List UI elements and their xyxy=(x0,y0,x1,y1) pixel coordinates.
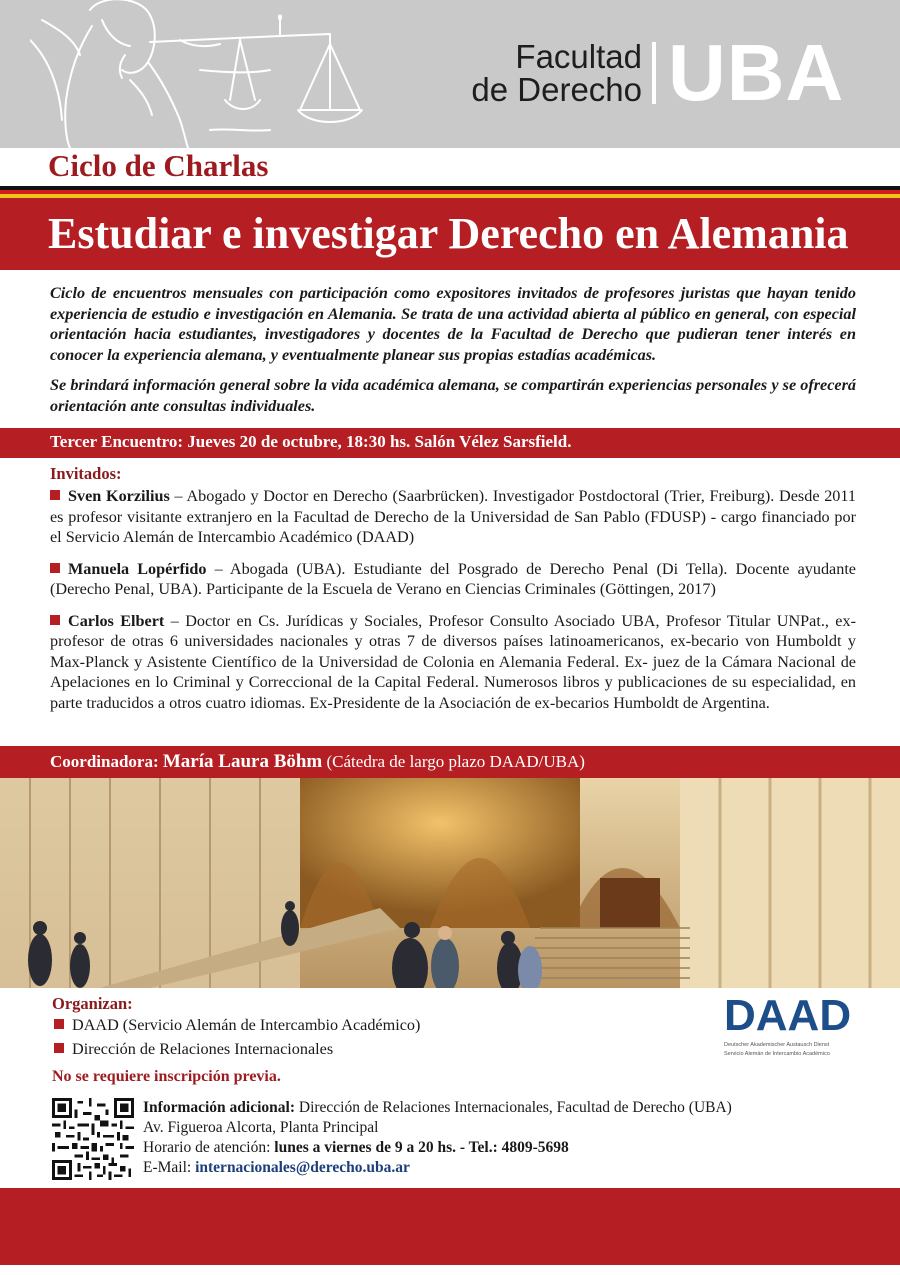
meeting-details: Tercer Encuentro: Jueves 20 de octubre, 18:30 hs. Salón Vélez Sarsfield. xyxy=(50,432,572,451)
justice-figure-illustration xyxy=(30,0,410,148)
footer-band xyxy=(0,1188,900,1265)
info-hours xyxy=(143,1138,843,1158)
guest-bio: – Abogada (UBA). Estudiante del Posgrado de Derecho Penal (Di Tella). Docente ayudante (Derecho Penal, UBA). Participante de la Escuela de Verano en Ciencias Criminales (Göttingen, 2017) xyxy=(50,559,856,598)
daad-logo-subtitle-2: Servicio Alemán de Intercambio Académico xyxy=(724,1051,830,1057)
daad-logo-subtitle-1: Deutscher Akademischer Austausch Dienst xyxy=(724,1042,830,1048)
coordinator-detail: (Cátedra de largo plazo DAAD/UBA) xyxy=(326,752,585,771)
coordinator-label: Coordinadora: xyxy=(50,752,159,771)
guest-item xyxy=(50,486,856,548)
email-link[interactable]: internacionales@derecho.uba.ar xyxy=(195,1159,410,1176)
intro-paragraph-2: Se brindará información general sobre la vida académica alemana, se compartirán experiencias personales y se ofrecerá orientación ante consultas individuales. xyxy=(50,376,856,415)
guest-bio: – Doctor en Cs. Jurídicas y Sociales, Profesor Consulto Asociado UBA, Profesor Titular UNPat., ex-profesor de otras 6 universidades nacionales y otras 7 de diversos países latinoamericanos, ex-becario von Humboldt y Max-Planck y Asistente Científico de la Universidad de Colonia en Alemania Federal. Ex- juez de la Cámara Nacional de Apelaciones en lo Criminal y Correccional de la Capital Federal. Numerosos libros y publicaciones de su especialidad, en parte traducidos a otros cuatro idiomas. Ex-Presidente de la Asociación de ex-becarios Humboldt de Argentina. xyxy=(50,611,856,712)
info-label: Información adicional: xyxy=(143,1099,295,1116)
info-department: Dirección de Relaciones Internacionales, Facultad de Derecho (UBA) xyxy=(298,1099,732,1116)
coordinator-name: María Laura Böhm xyxy=(162,751,323,772)
guest-name: Sven Korzilius xyxy=(68,487,170,505)
faculty-name-line1: Facultad xyxy=(515,38,642,75)
intro-paragraph-1: Ciclo de encuentros mensuales con participación como expositores invitados de profesores juristas que hayan tenido experiencia de estudio e investigación en Alemania. Se trata de una actividad abierta al público en general, con especial orientación hacia estudiantes, investigadores y docentes de la Facultad de Derecho que pudieran tener interés en conocer la experiencia alemana, y eventualmente planear sus propias estadías académicas. xyxy=(50,284,856,364)
info-hours-value: lunes a viernes de 9 a 20 hs. - Tel.: 4809-5698 xyxy=(274,1139,569,1156)
organizers-label: Organizan: xyxy=(52,994,133,1013)
bullet-square-icon xyxy=(50,563,60,573)
daad-logo xyxy=(724,992,864,1062)
qr-code-icon xyxy=(52,1098,134,1180)
library-interior-photo xyxy=(0,778,900,988)
series-title: Ciclo de Charlas xyxy=(48,148,269,183)
info-address: Av. Figueroa Alcorta, Planta Principal xyxy=(143,1119,379,1136)
bullet-square-icon xyxy=(54,1019,64,1029)
header-banner xyxy=(0,0,900,148)
bullet-square-icon xyxy=(50,490,60,500)
intro-text xyxy=(50,283,856,416)
coordinator-line xyxy=(50,751,585,773)
registration-note: No se requiere inscripción previa. xyxy=(52,1068,281,1085)
additional-info xyxy=(143,1098,843,1178)
guest-name: Manuela Lopérfido xyxy=(68,559,207,578)
bullet-square-icon xyxy=(50,615,60,625)
bullet-square-icon xyxy=(54,1043,64,1053)
guest-bio: – Abogado y Doctor en Derecho (Saarbrücken). Investigador Postdoctoral (Trier, Freiburg). Desde 2011 es profesor visitante extranjero en la Facultad de Derecho de la Universidad de San Pablo (FDUSP) - cargo financiado por el Servicio Alemán de Intercambio Académico (DAAD) xyxy=(50,487,856,546)
daad-logo-text: DAAD xyxy=(724,991,852,1040)
organizer-text: Dirección de Relaciones Internacionales xyxy=(72,1040,334,1058)
faculty-name-line2: de Derecho xyxy=(471,71,642,108)
header-divider xyxy=(652,42,656,104)
guest-item xyxy=(50,611,856,714)
faculty-name xyxy=(471,40,642,106)
info-hours-label: Horario de atención: xyxy=(143,1139,271,1156)
organizer-item xyxy=(54,1040,333,1059)
coordinator-band xyxy=(0,746,900,778)
meeting-band xyxy=(0,428,900,458)
organizer-item xyxy=(54,1016,420,1035)
uba-logo: UBA xyxy=(668,28,845,117)
info-email-line xyxy=(143,1158,843,1178)
guest-item xyxy=(50,559,856,600)
organizer-text: DAAD (Servicio Alemán de Intercambio Académico) xyxy=(72,1016,421,1034)
info-line-1 xyxy=(143,1098,843,1118)
info-email-label: E-Mail: xyxy=(143,1159,192,1176)
guest-name: Carlos Elbert xyxy=(68,611,165,630)
guests-label: Invitados: xyxy=(50,464,122,483)
guests-list xyxy=(50,486,856,713)
event-title: Estudiar e investigar Derecho en Alemania xyxy=(48,209,849,258)
